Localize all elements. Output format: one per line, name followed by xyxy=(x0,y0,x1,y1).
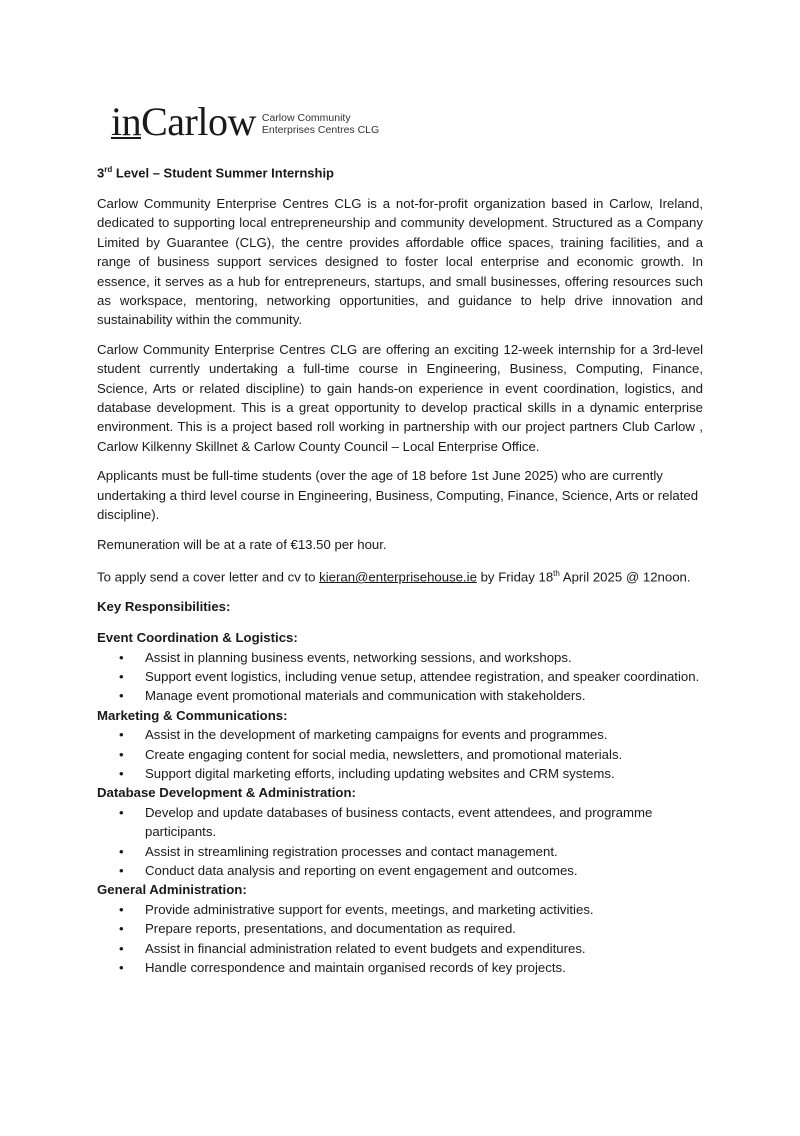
logo-subtitle xyxy=(262,112,379,136)
list-item: • Support event logistics, including venue setup, attendee registration, and speaker coordination. xyxy=(97,667,703,686)
section-heading: General Administration: xyxy=(97,882,247,898)
logo-sub-line1: Carlow Community xyxy=(261,112,351,124)
eligibility-paragraph: Applicants must be full-time students (over the age of 18 before 1st June 2025) who are currently undertaking a third level course in Engineering, Business, Computing, Finance, Science, Arts or related discipline). xyxy=(97,468,699,523)
incarlow-logo xyxy=(111,99,380,144)
section-heading: Event Coordination & Logistics: xyxy=(97,630,298,646)
list-item: • Manage event promotional materials and communication with stakeholders. xyxy=(97,686,703,705)
logo-sub-line2: Enterprises Centres CLG xyxy=(261,124,380,136)
section-general-admin xyxy=(97,880,703,977)
list-item: • Develop and update databases of business contacts, event attendees, and programme participants. xyxy=(97,803,703,842)
document-title xyxy=(97,165,334,180)
apply-sup: th xyxy=(553,568,560,578)
apply-mid: by Friday 18 xyxy=(476,569,554,585)
list-item: • Assist in streamlining registration processes and contact management. xyxy=(97,842,703,861)
section-marketing xyxy=(97,706,703,784)
list-item: • Assist in planning business events, networking sessions, and workshops. xyxy=(97,648,703,667)
title-ordinal-sup: rd xyxy=(104,165,113,174)
list-item: • Provide administrative support for events, meetings, and marketing activities. xyxy=(97,900,703,919)
remuneration-paragraph: Remuneration will be at a rate of €13.50 per hour. xyxy=(97,536,387,552)
section-database xyxy=(97,783,703,880)
list-item: • Create engaging content for social media, newsletters, and promotional materials. xyxy=(97,745,703,764)
bullet-list xyxy=(97,725,703,783)
list-item: • Prepare reports, presentations, and documentation as required. xyxy=(97,919,703,938)
title-text: Level – Student Summer Internship xyxy=(112,165,335,181)
apply-email-link[interactable]: kieran@enterprisehouse.ie xyxy=(319,569,477,585)
title-ordinal: 3 xyxy=(97,165,105,181)
logo-prefix: in xyxy=(111,99,142,144)
key-responsibilities-heading: Key Responsibilities: xyxy=(97,598,231,614)
bullet-list xyxy=(97,648,703,706)
bullet-list xyxy=(97,900,703,978)
section-heading: Marketing & Communications: xyxy=(97,707,288,723)
list-item: • Support digital marketing efforts, including updating websites and CRM systems. xyxy=(97,764,703,783)
logo-wordmark xyxy=(111,99,256,144)
section-heading: Database Development & Administration: xyxy=(97,785,356,801)
list-item: • Conduct data analysis and reporting on event engagement and outcomes. xyxy=(97,861,703,880)
document-body xyxy=(97,194,703,977)
apply-paragraph xyxy=(97,564,703,587)
intro-paragraph: Carlow Community Enterprise Centres CLG is a not-for-profit organization based in Carlow, Ireland, dedicated to supporting local entrepreneurship and community development. Structured as a Company Limited by Guarantee (CLG), the centre provides affordable office spaces, training facilities, and a range of business support services designed to foster local enterprise and economic growth. In essence, it serves as a hub for entrepreneurs, startups, and small businesses, offering resources such as workspace, mentoring, networking opportunities, and guidance to help drive innovation and sustainability within the community. xyxy=(97,196,703,328)
logo-main: Carlow xyxy=(141,99,256,144)
list-item: • Handle correspondence and maintain organised records of key projects. xyxy=(97,958,703,977)
offer-paragraph: Carlow Community Enterprise Centres CLG are offering an exciting 12-week internship for a 3rd-level student currently undertaking a full-time course in Engineering, Business, Computing, Finance, Science, Arts or related discipline) to gain hands-on experience in event coordination, logistics, and database development. This is a great opportunity to develop practical skills in a dynamic enterprise environment. This is a project based roll working in partnership with our project partners Club Carlow , Carlow Kilkenny Skillnet & Carlow County Council – Local Enterprise Office. xyxy=(97,341,703,454)
apply-suffix: April 2025 @ 12noon. xyxy=(559,569,691,585)
list-item: • Assist in financial administration related to event budgets and expenditures. xyxy=(97,939,703,958)
list-item: • Assist in the development of marketing campaigns for events and programmes. xyxy=(97,725,703,744)
section-event-coordination xyxy=(97,628,703,706)
apply-prefix: To apply send a cover letter and cv to xyxy=(97,569,320,585)
bullet-list xyxy=(97,803,703,881)
